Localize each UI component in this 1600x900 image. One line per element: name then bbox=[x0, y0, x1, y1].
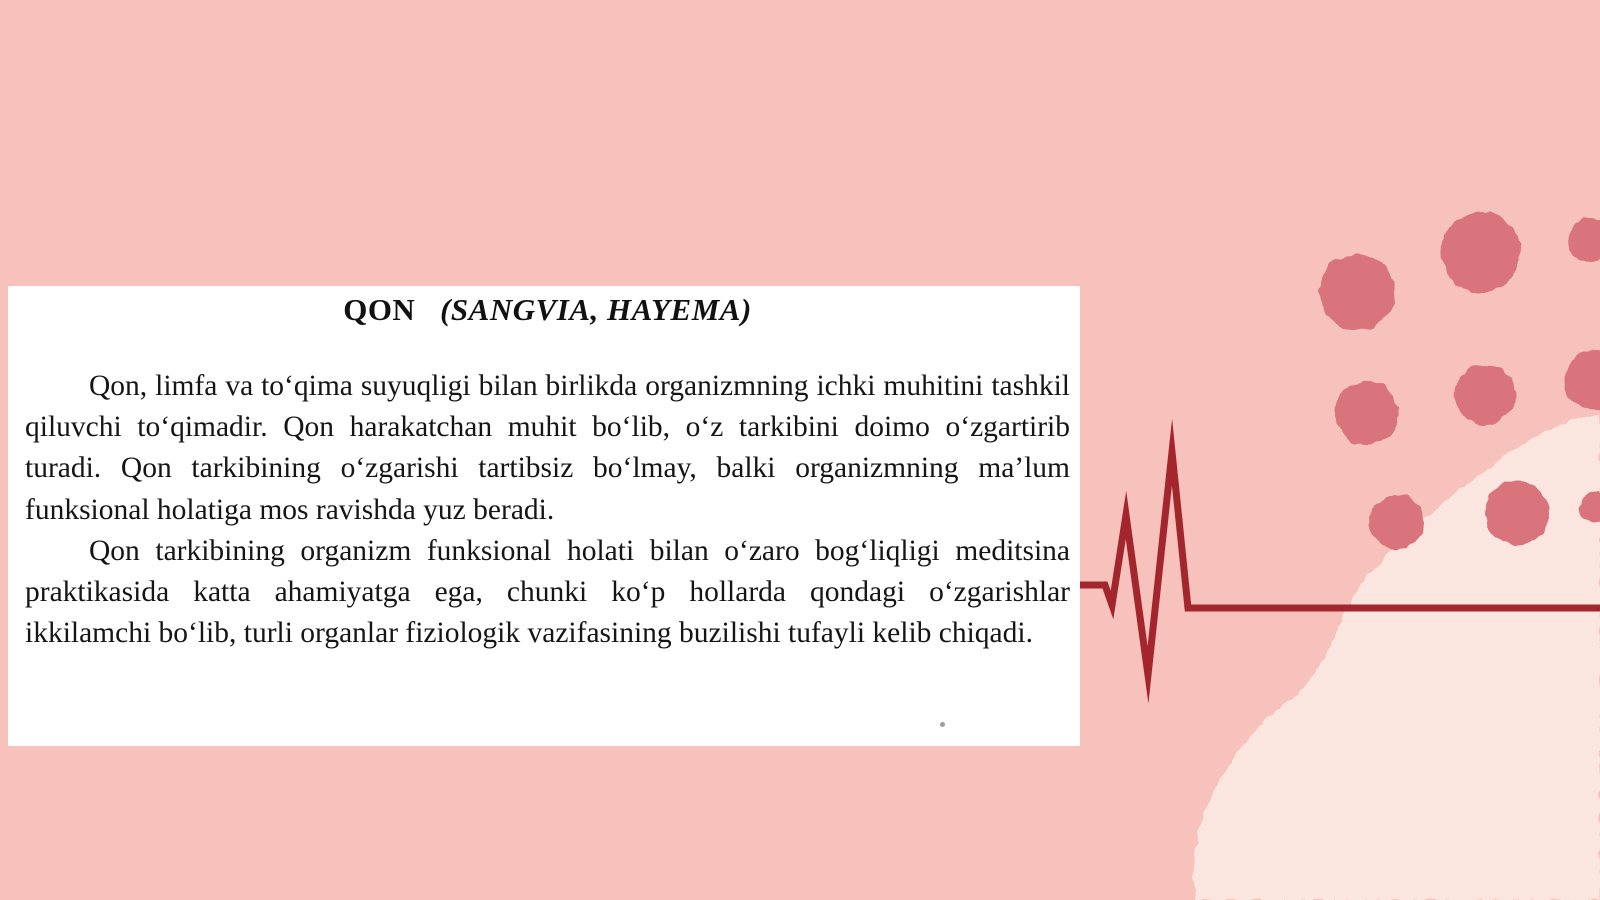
blood-cell-icon bbox=[1319, 254, 1395, 330]
paragraph-1: Qon, limfa va to‘qima suyuqligi bilan birlikda organizmning ichki muhitini tashkil qiluvchi to‘qimadir. Qon harakatchan muhit bo‘lib, o‘z tarkibini doimo o‘zgartirib turadi. Qon tarkibining o‘zgarishi tartibsiz bo‘lmay, balki organizmning ma’lum funksional holatiga mos ravishda yuz beradi. bbox=[25, 370, 1070, 526]
blood-cell-icon bbox=[1370, 495, 1424, 549]
title-latin: (SANGVIA, HAYEMA) bbox=[440, 292, 752, 327]
scan-speck bbox=[940, 722, 945, 727]
document-title bbox=[25, 292, 1070, 328]
blood-cell-icon bbox=[1335, 381, 1399, 445]
blood-cell-icon bbox=[1565, 350, 1600, 410]
title-main: QON bbox=[343, 292, 416, 327]
cream-blob bbox=[1194, 415, 1600, 900]
text-card bbox=[8, 286, 1080, 746]
blood-cell-icon bbox=[1485, 481, 1549, 545]
blood-cell-icon bbox=[1455, 365, 1515, 425]
blood-cell-icon bbox=[1568, 218, 1600, 262]
paragraph-2: Qon tarkibining organizm funksional holati bilan o‘zaro bog‘liqligi meditsina praktikasida katta ahamiyatga ega, chunki ko‘p hollarda qondagi o‘zgarishlar ikkilamchi bo‘lib, turli organlar fiziologik vazifasining buzilishi tufayli kelib chiqadi. bbox=[25, 534, 1070, 650]
blood-cell-icon bbox=[1441, 212, 1521, 292]
